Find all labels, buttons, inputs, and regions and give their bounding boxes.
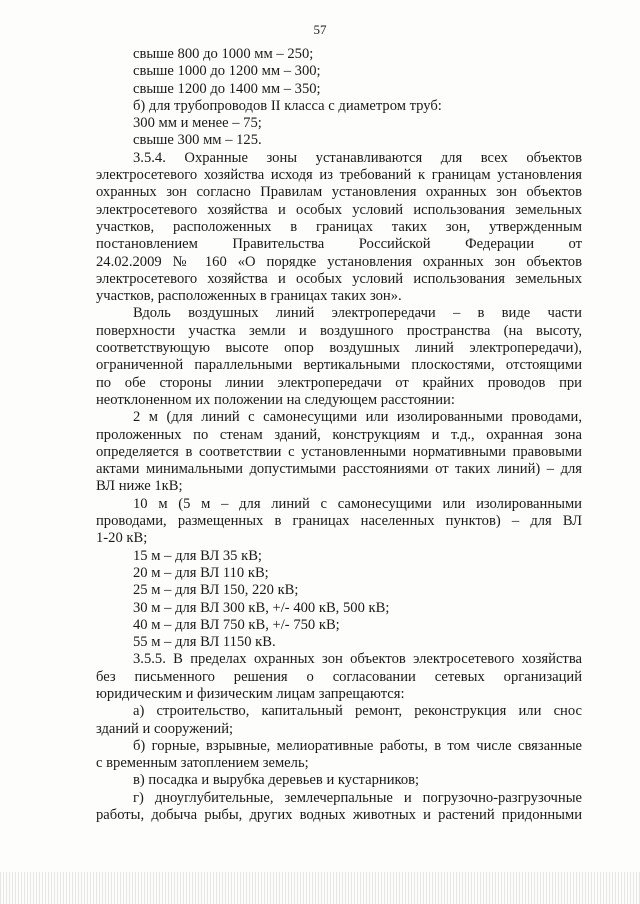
text-line: участков, расположенных в границах таких зон, утвержденным [96,218,582,235]
text-line: электросетевого хозяйства и особых условий использования земельных [96,270,582,287]
text-line: неотклоненном их положении на следующем расстоянии: [96,391,455,408]
text-line: соответствующую высоте опор воздушных линий электропередачи), [96,340,582,357]
text-line: 3.5.4. Охранные зоны устанавливаются для всех объектов [133,149,582,166]
text-line: электросетевого хозяйства и особых условий использования земельных [96,201,582,218]
text-line: электросетевого хозяйства исходя из требований к границам установления [96,167,582,184]
text-line: без письменного решения о согласовании сетевых организаций [96,668,582,685]
text-line: свыше 1200 до 1400 мм – 350; [133,80,321,97]
text-line: свыше 800 до 1000 мм – 250; [133,46,314,62]
text-line: 1-20 кВ; [96,530,148,547]
text-line: Вдоль воздушных линий электропередачи – в виде части [133,305,582,322]
text-line: проложенных по стенам зданий, конструкциям и т.д., охранная зона [96,426,582,443]
page-number: 57 [313,22,327,37]
text-line: 15 м – для ВЛ 35 кВ; [133,547,262,564]
text-line: а) строительство, капитальный ремонт, реконструкция или снос [133,703,582,720]
text-line: свыше 1000 до 1200 мм – 300; [133,63,321,80]
text-line: поверхности участка земли и воздушного пространства (на высоту, [96,322,582,339]
text-line: 55 м – для ВЛ 1150 кВ. [133,634,276,651]
text-line: участков, расположенных в границах таких зон». [96,288,402,305]
text-line: 10 м (5 м – для линий с самонесущими или изолированными [133,495,582,512]
text-line: постановлением Правительства Российской Федерации от [96,236,582,253]
text-line: определяется в соответствии с установленными нормативными правовыми [96,443,582,460]
text-line: г) дноуглубительные, землечерпальные и погрузочно-разгрузочные [133,789,582,806]
text-line: б) горные, взрывные, мелиоративные работы, в том числе связанные [133,737,582,754]
text-line: актами минимальными допустимыми расстояниями от таких линий) – для [96,461,582,478]
text-line: 300 мм и менее – 75; [133,115,262,132]
text-line: с временным затоплением земель; [96,755,309,772]
text-line: юридическим и физическим лицам запрещаются: [96,685,405,702]
document-body [96,46,582,824]
text-line: работы, добыча рыбы, других водных животных и растений придонными [96,807,582,824]
text-line: охранных зон согласно Правилам установления охранных зон объектов [96,184,582,201]
text-line: в) посадка и вырубка деревьев и кустарников; [133,772,420,789]
text-line: 2 м (для линий с самонесущими или изолированными проводами, [133,409,582,426]
text-line: по обе стороны линии электропередачи от крайних проводов при [96,374,582,391]
text-line: 20 м – для ВЛ 110 кВ; [133,564,269,581]
text-line: 25 м – для ВЛ 150, 220 кВ; [133,582,299,599]
text-line: проводами, размещенных в границах населенных пунктов) – для ВЛ [96,513,582,530]
scan-bottom-edge [0,872,640,904]
text-line: 24.02.2009 № 160 «О порядке установления охранных зон объектов [96,253,582,270]
text-line: ограниченной параллельными вертикальными плоскостями, отстоящими [96,357,582,374]
text-line: 3.5.5. В пределах охранных зон объектов электросетевого хозяйства [133,651,582,668]
text-line: зданий и сооружений; [96,720,234,737]
text-line: ВЛ ниже 1кВ; [96,478,183,495]
text-line: б) для трубопроводов II класса с диаметром труб: [133,97,442,114]
text-line: 40 м – для ВЛ 750 кВ, +/- 750 кВ; [133,616,340,633]
text-line: 30 м – для ВЛ 300 кВ, +/- 400 кВ, 500 кВ; [133,599,390,616]
text-line: свыше 300 мм – 125. [133,132,262,149]
